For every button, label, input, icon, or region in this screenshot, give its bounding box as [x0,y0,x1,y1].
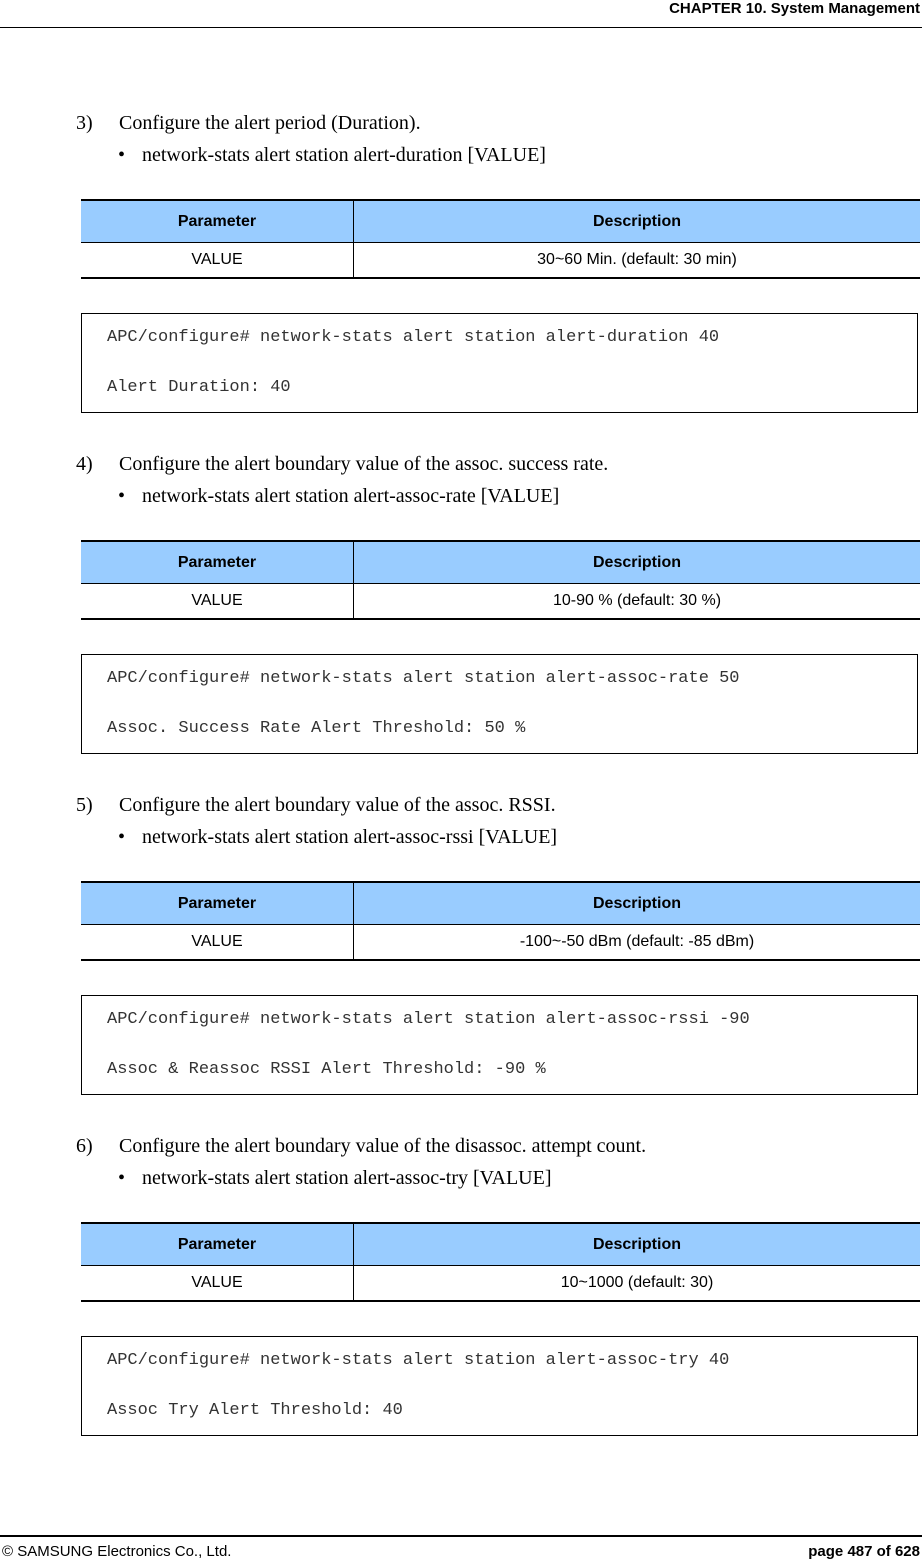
cell-description: 10-90 % (default: 30 %) [354,584,921,620]
code-command-line: APC/configure# network-stats alert station alert-assoc-rssi -90 [107,1010,750,1029]
header-parameter: Parameter [81,200,354,243]
step-number: 6) [76,1135,93,1157]
code-output-line: Assoc Try Alert Threshold: 40 [107,1401,403,1420]
table-row [81,584,920,620]
table-header-row [81,200,920,243]
command-syntax: network-stats alert station alert-assoc-rssi [VALUE] [142,826,558,848]
bullet-mark: • [118,144,126,166]
step-number: 4) [76,453,93,475]
step-heading [76,452,608,476]
parameter-table [81,881,920,961]
code-example [81,995,918,1095]
cell-description: 10~1000 (default: 30) [354,1266,921,1302]
parameter-table [81,199,920,279]
step-heading [76,111,421,135]
code-output-line: Alert Duration: 40 [107,378,291,397]
cell-parameter: VALUE [81,1266,354,1302]
step-text: Configure the alert boundary value of the assoc. RSSI. [119,794,556,816]
step-text: Configure the alert period (Duration). [119,112,421,134]
code-output-line: Assoc. Success Rate Alert Threshold: 50 % [107,719,526,738]
header-description: Description [354,882,921,925]
header-description: Description [354,1223,921,1266]
step-heading [76,793,556,817]
page-footer [0,1535,922,1567]
cell-parameter: VALUE [81,584,354,620]
cell-parameter: VALUE [81,925,354,961]
code-output-line: Assoc & Reassoc RSSI Alert Threshold: -90 % [107,1060,546,1079]
copyright-text: © SAMSUNG Electronics Co., Ltd. [2,1543,232,1560]
table-header-row [81,541,920,584]
step-text: Configure the alert boundary value of the assoc. success rate. [119,453,609,475]
command-bullet [118,484,559,508]
step-text: Configure the alert boundary value of the disassoc. attempt count. [119,1135,647,1157]
page-header [0,0,922,28]
code-command-line: APC/configure# network-stats alert station alert-assoc-rate 50 [107,669,740,688]
command-syntax: network-stats alert station alert-duration [VALUE] [142,144,546,166]
parameter-table [81,1222,920,1302]
command-bullet [118,143,546,167]
header-description: Description [354,200,921,243]
command-bullet [118,1166,552,1190]
command-syntax: network-stats alert station alert-assoc-rate [VALUE] [142,485,560,507]
chapter-title: CHAPTER 10. System Management [669,0,920,17]
table-row [81,243,920,279]
header-parameter: Parameter [81,1223,354,1266]
header-parameter: Parameter [81,882,354,925]
cell-description: -100~-50 dBm (default: -85 dBm) [354,925,921,961]
step-heading [76,1134,646,1158]
command-syntax: network-stats alert station alert-assoc-try [VALUE] [142,1167,552,1189]
bullet-mark: • [118,1167,126,1189]
header-description: Description [354,541,921,584]
table-header-row [81,882,920,925]
code-example [81,654,918,754]
table-row [81,925,920,961]
page-number: page 487 of 628 [808,1543,920,1560]
cell-parameter: VALUE [81,243,354,279]
step-number: 3) [76,112,93,134]
step-number: 5) [76,794,93,816]
bullet-mark: • [118,485,126,507]
code-command-line: APC/configure# network-stats alert station alert-assoc-try 40 [107,1351,730,1370]
table-row [81,1266,920,1302]
code-example [81,1336,918,1436]
code-example [81,313,918,413]
cell-description: 30~60 Min. (default: 30 min) [354,243,921,279]
parameter-table [81,540,920,620]
header-parameter: Parameter [81,541,354,584]
bullet-mark: • [118,826,126,848]
table-header-row [81,1223,920,1266]
command-bullet [118,825,557,849]
code-command-line: APC/configure# network-stats alert station alert-duration 40 [107,328,720,347]
